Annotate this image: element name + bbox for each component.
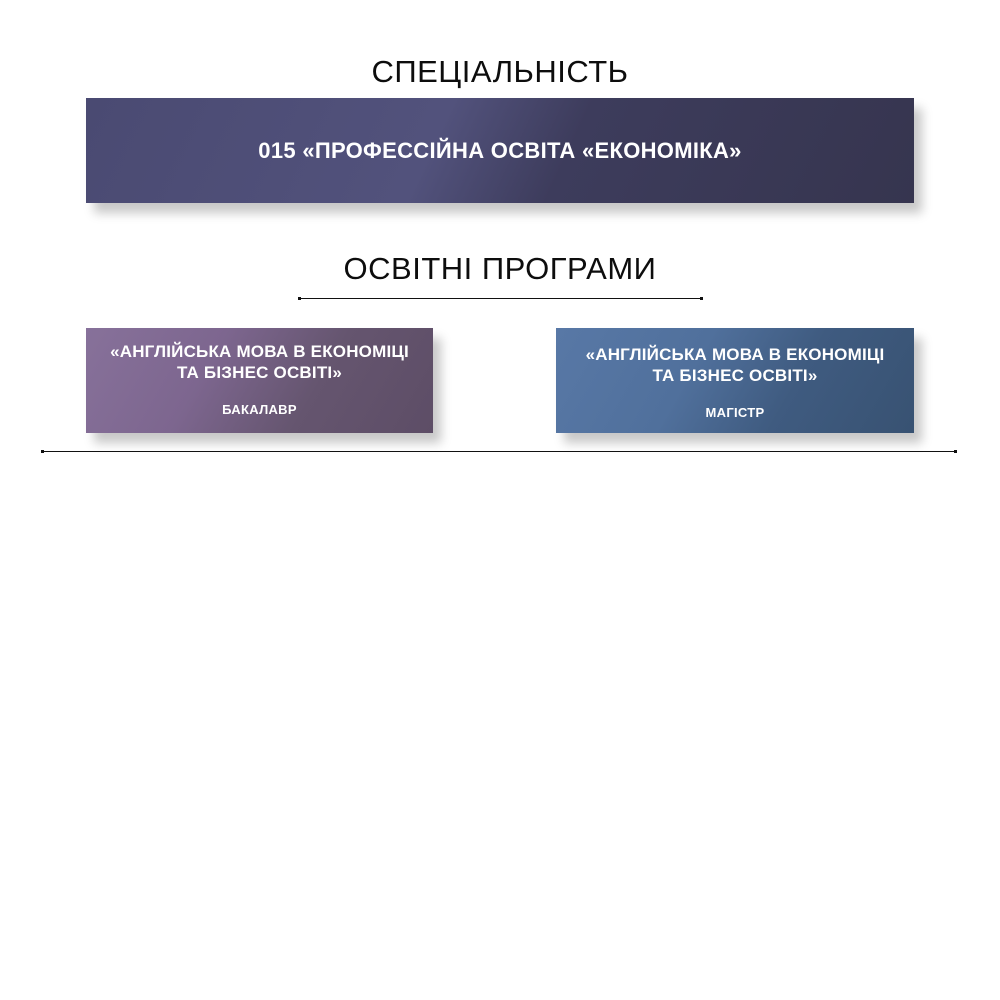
- programs-heading-underline: [299, 298, 702, 299]
- program-title: [556, 344, 914, 386]
- specialty-name: 015 «ПРОФЕССІЙНА ОСВІТА «ЕКОНОМІКА»: [258, 137, 742, 163]
- program-title-line: ТА БІЗНЕС ОСВІТІ»: [652, 366, 818, 385]
- program-title-line: «АНГЛІЙСЬКА МОВА В ЕКОНОМІЦІ: [585, 345, 885, 364]
- program-card-bachelor: [86, 328, 433, 433]
- program-card-master: [556, 328, 914, 433]
- program-level: БАКАЛАВР: [222, 402, 297, 417]
- section-divider: [42, 451, 956, 452]
- programs-heading: ОСВІТНІ ПРОГРАМИ: [343, 251, 657, 286]
- program-title-line: «АНГЛІЙСЬКА МОВА В ЕКОНОМІЦІ: [110, 342, 409, 361]
- specialty-heading: СПЕЦІАЛЬНІСТЬ: [371, 54, 629, 89]
- program-title: [86, 341, 433, 383]
- program-title-line: ТА БІЗНЕС ОСВІТІ»: [177, 363, 342, 382]
- specialty-card: [86, 98, 914, 203]
- program-level: МАГІСТР: [705, 405, 765, 420]
